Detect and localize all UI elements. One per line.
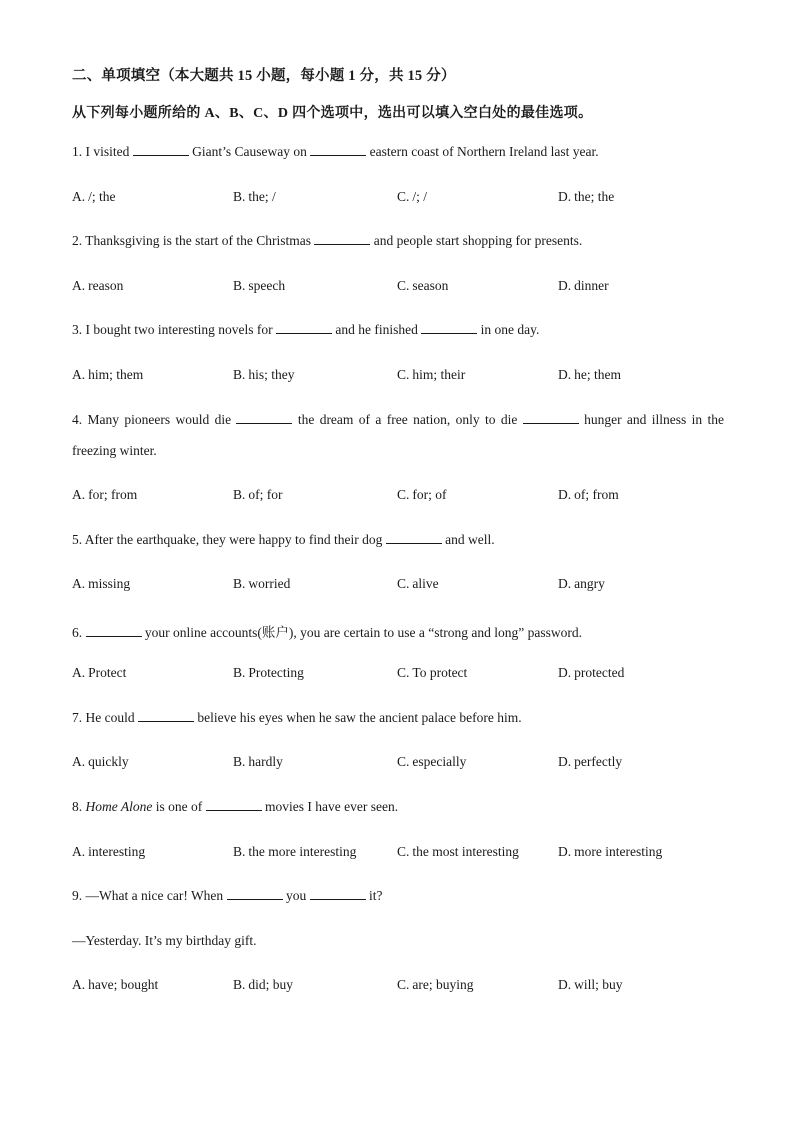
- stem-text: movies I have ever seen.: [265, 799, 399, 814]
- answer-blank: [86, 625, 142, 637]
- answer-blank: [276, 322, 332, 334]
- question-1-stem: [72, 144, 724, 160]
- question-3-options: [72, 367, 732, 385]
- option-a[interactable]: A. for; from: [72, 487, 138, 502]
- option-c[interactable]: C. To protect: [397, 665, 468, 680]
- stem-text: and people start shopping for presents.: [373, 233, 583, 248]
- stem-text: is one of: [152, 799, 203, 814]
- option-a[interactable]: A. interesting: [72, 844, 146, 859]
- stem-text: After the earthquake, they were happy to find their dog: [84, 532, 383, 547]
- question-4-stem-continued: freezing winter.: [72, 443, 157, 458]
- question-9-reply: —Yesterday. It’s my birthday gift.: [72, 933, 257, 948]
- question-number: 3.: [72, 322, 83, 337]
- option-d[interactable]: D. angry: [558, 576, 605, 591]
- question-6-stem: [72, 621, 724, 641]
- option-d[interactable]: D. perfectly: [558, 754, 623, 769]
- option-c[interactable]: C. especially: [397, 754, 467, 769]
- stem-text: He could: [85, 710, 135, 725]
- answer-blank: [206, 799, 262, 811]
- question-9-options: [72, 977, 732, 995]
- option-b[interactable]: B. his; they: [233, 367, 295, 382]
- stem-text: it?: [368, 888, 383, 903]
- question-number: 2.: [72, 233, 83, 248]
- question-9-stem: [72, 888, 724, 904]
- option-a[interactable]: A. reason: [72, 278, 124, 293]
- stem-text: I bought two interesting novels for: [85, 322, 273, 337]
- option-a[interactable]: A. have; bought: [72, 977, 159, 992]
- option-a[interactable]: A. /; the: [72, 189, 116, 204]
- question-number: 8.: [72, 799, 83, 814]
- answer-blank: [386, 532, 442, 544]
- option-d[interactable]: D. dinner: [558, 278, 609, 293]
- question-2-stem: [72, 233, 724, 249]
- option-c[interactable]: C. season: [397, 278, 449, 293]
- answer-blank: [523, 412, 579, 424]
- stem-text: I visited: [85, 144, 130, 159]
- question-number: 1.: [72, 144, 83, 159]
- option-d[interactable]: D. of; from: [558, 487, 619, 502]
- question-number: 7.: [72, 710, 83, 725]
- question-5-options: [72, 576, 732, 594]
- answer-blank: [236, 412, 292, 424]
- answer-blank: [421, 322, 477, 334]
- option-a[interactable]: A. him; them: [72, 367, 144, 382]
- option-a[interactable]: A. Protect: [72, 665, 127, 680]
- question-6-options: [72, 665, 732, 683]
- stem-text: Many pioneers would die: [87, 412, 232, 427]
- section-title: 二、单项填空（本大题共 15 小题，每小题 1 分，共 15 分）: [72, 68, 456, 84]
- option-b[interactable]: B. the; /: [233, 189, 276, 204]
- answer-blank: [227, 888, 283, 900]
- question-8-options: [72, 844, 732, 862]
- option-b[interactable]: B. worried: [233, 576, 291, 591]
- option-b[interactable]: B. of; for: [233, 487, 283, 502]
- option-c[interactable]: C. him; their: [397, 367, 466, 382]
- stem-text: and he finished: [335, 322, 418, 337]
- option-b[interactable]: B. the more interesting: [233, 844, 357, 859]
- question-1-options: [72, 189, 732, 207]
- option-d[interactable]: D. the; the: [558, 189, 615, 204]
- option-a[interactable]: A. quickly: [72, 754, 129, 769]
- option-b[interactable]: B. did; buy: [233, 977, 294, 992]
- option-d[interactable]: D. will; buy: [558, 977, 623, 992]
- stem-text: hunger and illness in the: [584, 412, 725, 427]
- question-2-options: [72, 278, 732, 296]
- answer-blank: [138, 710, 194, 722]
- question-5-stem: [72, 532, 724, 548]
- answer-blank: [310, 144, 366, 156]
- question-3-stem: [72, 322, 724, 338]
- option-c[interactable]: C. /; /: [397, 189, 428, 204]
- option-c[interactable]: C. for; of: [397, 487, 447, 502]
- question-number: 6.: [72, 625, 83, 640]
- question-7-stem: [72, 710, 724, 726]
- stem-text: you: [285, 888, 307, 903]
- option-d[interactable]: D. protected: [558, 665, 625, 680]
- question-number: 9.: [72, 888, 83, 903]
- instructions: 从下列每小题所给的 A、B、C、D 四个选项中，选出可以填入空白处的最佳选项。: [72, 106, 593, 121]
- option-b[interactable]: B. hardly: [233, 754, 283, 769]
- stem-text: —What a nice car! When: [85, 888, 224, 903]
- question-4-stem: [72, 412, 724, 428]
- answer-blank: [310, 888, 366, 900]
- option-c[interactable]: C. the most interesting: [397, 844, 519, 859]
- question-number: 4.: [72, 412, 83, 427]
- option-d[interactable]: D. more interesting: [558, 844, 663, 859]
- question-number: 5.: [72, 532, 83, 547]
- question-7-options: [72, 754, 732, 772]
- question-4-options: [72, 487, 732, 505]
- option-c[interactable]: C. are; buying: [397, 977, 474, 992]
- option-d[interactable]: D. he; them: [558, 367, 621, 382]
- option-b[interactable]: B. speech: [233, 278, 286, 293]
- question-8-stem: [72, 799, 724, 815]
- movie-title: Home Alone: [85, 799, 153, 814]
- option-b[interactable]: B. Protecting: [233, 665, 304, 680]
- stem-text: Thanksgiving is the start of the Christmas: [85, 233, 311, 248]
- stem-text: the dream of a free nation, only to die: [297, 412, 518, 427]
- stem-text: believe his eyes when he saw the ancient palace before him.: [197, 710, 522, 725]
- option-a[interactable]: A. missing: [72, 576, 131, 591]
- answer-blank: [314, 233, 370, 245]
- option-c[interactable]: C. alive: [397, 576, 439, 591]
- stem-text: Giant’s Causeway on: [192, 144, 307, 159]
- answer-blank: [133, 144, 189, 156]
- stem-text: your online accounts(账户), you are certain to use a “strong and long” password.: [144, 625, 582, 640]
- stem-text: eastern coast of Northern Ireland last year.: [369, 144, 599, 159]
- stem-text: and well.: [445, 532, 495, 547]
- stem-text: in one day.: [480, 322, 540, 337]
